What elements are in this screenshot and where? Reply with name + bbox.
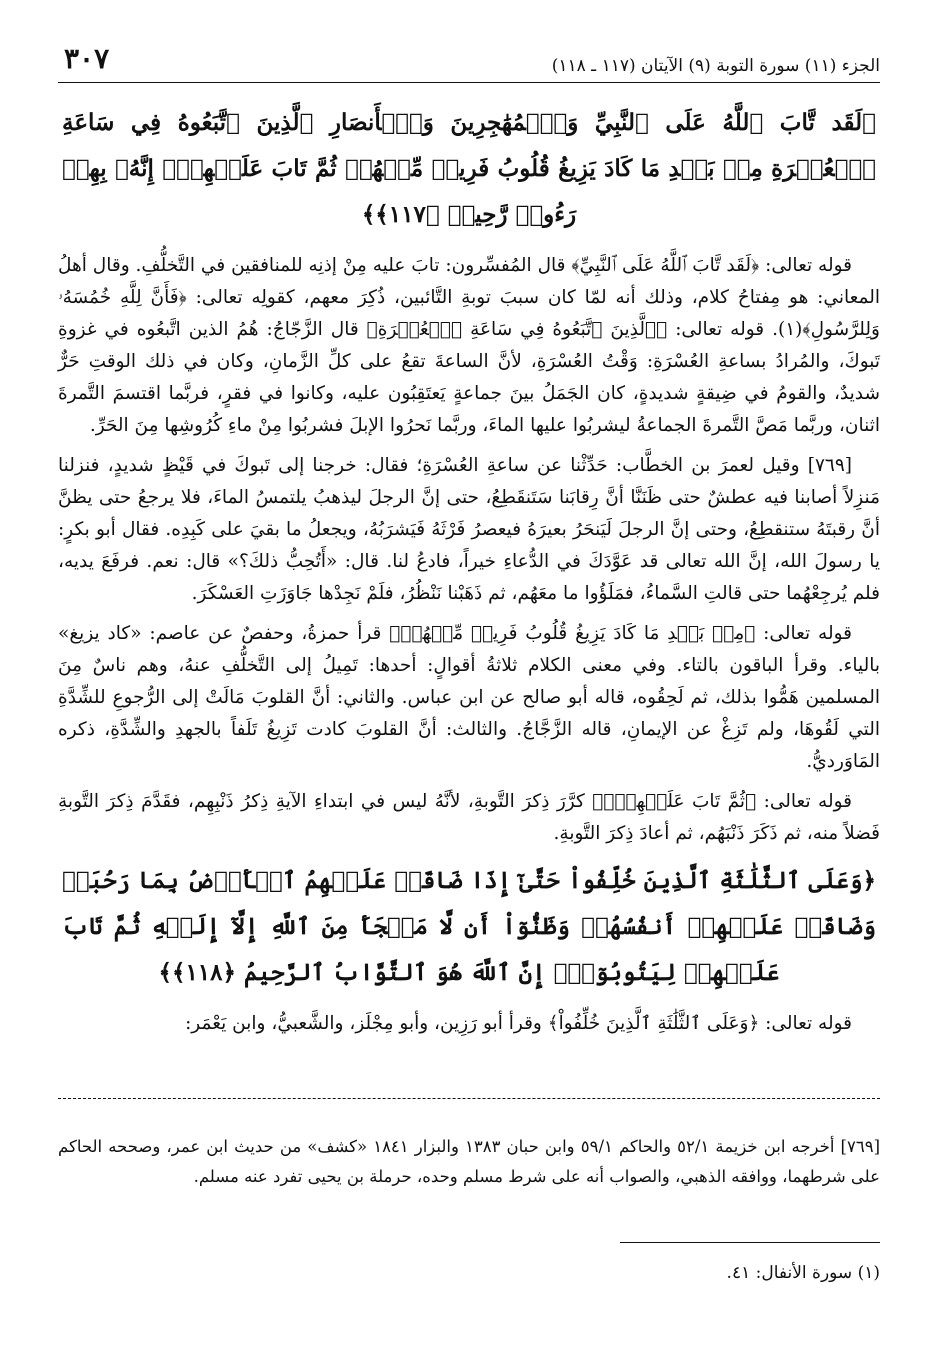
page-body bbox=[58, 100, 880, 1048]
header-rule bbox=[58, 82, 880, 83]
commentary-paragraph-4: قوله تعالى: ﴿ثُمَّ تَابَ عَلَيۡهِمۡۚ﴾ كرَّرَ ذِكرَ التَّوبةِ، لأنَّهُ ليس في ابتداءِ الآيةِ ذِكرُ ذَنْبِهِم، فقَدَّمَ ذِكرَ التَّوبةِ فَضلاً منه، ثم ذَكَرَ ذَنْبَهُم، ثم أعادَ ذِكرَ التَّوبةِ. bbox=[58, 791, 880, 844]
hadith-paragraph-769: [٧٦٩] وقيل لعمرَ بن الخطَّاب: حَدِّثْنا عن ساعةِ العُسْرَةِ؛ فقال: خرجنا إلى تَبوكَ في قَيْظٍ شديدٍ، فنزلنا مَنزِلاً أصابنا فيه عطشٌ حتى ظَنَنَّا أنَّ رِقابَنا سَتَنقَطِعُ، حتى إنَّ الرجلَ ليذهبُ يلتمسُ الماءَ، فلا يرجعُ حتى يظنَّ أنَّ رقبتَهُ ستنقطِعُ، وحتى إنَّ الرجلَ لَيَنحَرُ بعيرَهُ فيعصرُ فَرْثَهُ فَيَشرَبُهُ، ويجعلُ ما بقيَ على كَبِدِه. فقال أبو بكرٍ: يا رسولَ الله، إنَّ الله تعالى قد عَوَّدَكَ في الدُّعاءِ خيراً، فادعُ لنا. قال: «أَتُحِبُّ ذلكَ؟» قال: نعم. فرفَعَ يديه، فلم يُرجِعْهُما حتى قالتِ السَّماءُ، فمَلَؤُوا ما معَهُم، ثم ذَهَبْنا نَنْظُرُ، فلَمْ نَجِدْها جَاوَزَتِ العَسْكَرَ. bbox=[58, 455, 880, 604]
commentary-paragraph-5: قوله تعالى: ﴿وَعَلَى ٱلثَّلَٰثَةِ ٱلَّذِينَ خُلِّفُواْ﴾ وقرأ أبو رَزِين، وأبو مِجْلَز، والشَّعبيُّ، وابن يَعْمَر: bbox=[185, 1013, 852, 1034]
commentary-paragraph-1: قوله تعالى: ﴿لَقَد تَّابَ ٱللَّهُ عَلَى ٱلنَّبِيِّ﴾ قال المُفسِّرون: تابَ عليه مِنْ إذنِه للمنافقين في التَّخلُّفِ. وقال أهلُ المعاني: هو مِفتاحُ كلام، وذلك أنه لمّا كان سببَ توبةِ التَّائبين، ذُكِرَ معهم، كقولِه تعالى: ﴿فَأَنَّ لِلَّهِ خُمُسَهُۥ وَلِلرَّسُولِ﴾(١). قوله تعالى: ﴿ٱلَّذِينَ ٱتَّبَعُوهُ فِي سَاعَةِ ٱلۡعُسۡرَةِ﴾ قال الزَّجّاجُ: هُمُ الذين اتَّبعُوه في غزوةِ تَبوكَ، والمُرادُ بساعةِ العُسْرَةِ: وَقْتُ العُسْرَةِ، لأنَّ الساعةَ تقعُ على كلِّ الزَّمانِ، وكان في ذلك الوقتِ حَرٌّ شديدٌ، والقومُ في ضِيقةٍ شديدةٍ، كان الجَمَلُ بينَ جماعةٍ يَعتَقِبُون عليه، وكانوا في فقرٍ، فربَّما اقتسمَ التَّمرةَ اثنان، وربَّما مَصَّ التَّمرةَ الجماعةُ ليشربُوا عليها الماءَ، وربَّما نَحرُوا الإبلَ فشربُوا مِنْ ماءِ كُرُوشِها مِنَ الحَرِّ. bbox=[58, 255, 880, 436]
commentary-paragraph-3: قوله تعالى: ﴿مِنۢ بَعۡدِ مَا كَادَ يَزِيغُ قُلُوبُ فَرِيقٖ مِّنۡهُمۡ﴾ قرأ حمزةُ، وحفصٌ عن عاصم: «كاد يزيغ» بالياء. وقرأ الباقون بالتاء. وفي معنى الكلام ثلاثةُ أقوالٍ: أحدها: تَمِيلُ إلى التَّخلُّفِ عنهُ، وهم ناسٌ مِنَ المسلمين هَمُّوا بذلك، ثم لَحِقُوه، قاله أبو صالح عن ابن عباس. والثاني: أنَّ القلوبَ مَالَتْ إلى الرُّجوعِ للشِّدَّةِ التي لَقُوهَا، ولم تَزِغْ عن الإيمانِ، قاله الزَّجَّاجُ. والثالث: أنَّ القلوبَ كادت تَزِيغُ تَلَفاً بالجهدِ والشِّدَّةِ، ذكره المَاوَرديُّ. bbox=[58, 623, 880, 772]
footnote-1: (١) سورة الأنفال: ٤١. bbox=[726, 1263, 880, 1283]
quran-verse-117: ﴿لَقَد تَّابَ ٱللَّهُ عَلَى ٱلنَّبِيِّ وَٱلۡمُهَٰجِرِينَ وَٱلۡأَنصَارِ ٱلَّذِينَ ٱتَّبَعُوهُ فِي سَاعَةِ ٱلۡعُسۡرَةِ مِنۢ بَعۡدِ مَا كَادَ يَزِيغُ قُلُوبُ فَرِيقٖ مِّنۡهُمۡ ثُمَّ تَابَ عَلَيۡهِمۡۚ إِنَّهُۥ بِهِمۡ رَءُوفٞ رَّحِيمٞ ﴿١١٧﴾﴾ bbox=[62, 109, 876, 228]
page-header bbox=[58, 42, 880, 82]
page-number: ٣٠٧ bbox=[64, 42, 110, 75]
hadith-takhrij-note: [٧٦٩] أخرجه ابن خزيمة ٥٢/١ والحاكم ٥٩/١ وابن حبان ١٣٨٣ والبزار ١٨٤١ «كشف» من حديث ابن عمر، وصححه الحاكم على شرطهما، ووافقه الذهبي، والصواب أنه على شرط مسلم وحده، حرملة بن يحيى تفرد عنه مسلم. bbox=[58, 1137, 880, 1186]
footnote-separator bbox=[58, 1098, 880, 1099]
quran-verse-118: ﴿وَعَلَى ٱلثَّلَٰثَةِ ٱلَّذِينَ خُلِّفُواْ حَتَّىٰٓ إِذَا ضَاقَتۡ عَلَيۡهِمُ ٱلۡأَرۡضُ بِمَا رَحُبَتۡ وَضَاقَتۡ عَلَيۡهِمۡ أَنفُسُهُمۡ وَظَنُّوٓاْ أَن لَّا مَلۡجَأَ مِنَ ٱللَّهِ إِلَّآ إِلَيۡهِ ثُمَّ تَابَ عَلَيۡهِمۡ لِيَتُوبُوٓاْۚ إِنَّ ٱللَّهَ هُوَ ٱلتَّوَّابُ ٱلرَّحِيمُ ﴿١١٨﴾﴾ bbox=[62, 867, 876, 986]
running-head: الجزء (١١) سورة التوبة (٩) الآيتان (١١٧ ـ ١١٨) bbox=[551, 56, 880, 76]
footnote-rule bbox=[620, 1242, 880, 1243]
